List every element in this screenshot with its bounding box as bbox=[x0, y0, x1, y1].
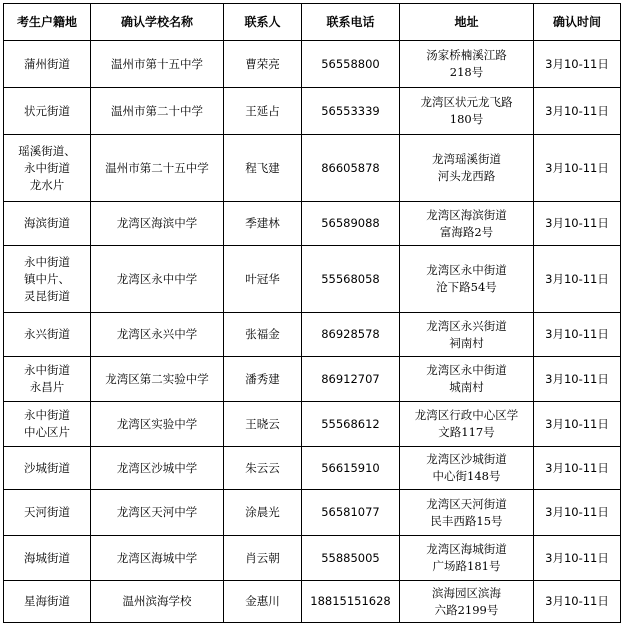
cell-date: 3月10-11日 bbox=[534, 313, 621, 357]
cell-date: 3月10-11日 bbox=[534, 357, 621, 402]
cell-date: 3月10-11日 bbox=[534, 490, 621, 536]
cell-huji: 沙城街道 bbox=[4, 447, 91, 490]
school-contact-table bbox=[3, 3, 621, 623]
cell-address: 龙湾区海城街道 广场路181号 bbox=[400, 536, 534, 581]
table-row bbox=[4, 41, 621, 88]
cell-huji: 永中街道 镇中片、 灵昆街道 bbox=[4, 246, 91, 313]
cell-address: 龙湾区永中街道 城南村 bbox=[400, 357, 534, 402]
cell-school: 温州市第二十中学 bbox=[91, 88, 224, 135]
cell-school: 龙湾区海滨中学 bbox=[91, 202, 224, 246]
header-school: 确认学校名称 bbox=[91, 4, 224, 41]
cell-school: 龙湾区海城中学 bbox=[91, 536, 224, 581]
header-huji: 考生户籍地 bbox=[4, 4, 91, 41]
header-contact: 联系人 bbox=[224, 4, 302, 41]
cell-phone: 86605878 bbox=[302, 135, 400, 202]
cell-phone: 56615910 bbox=[302, 447, 400, 490]
table-row bbox=[4, 313, 621, 357]
cell-date: 3月10-11日 bbox=[534, 402, 621, 447]
cell-address: 汤家桥楠溪江路 218号 bbox=[400, 41, 534, 88]
cell-address: 龙湾区海滨街道 富海路2号 bbox=[400, 202, 534, 246]
cell-date: 3月10-11日 bbox=[534, 581, 621, 623]
table-row bbox=[4, 88, 621, 135]
cell-phone: 55568612 bbox=[302, 402, 400, 447]
table-row bbox=[4, 246, 621, 313]
cell-phone: 56581077 bbox=[302, 490, 400, 536]
cell-huji: 星海街道 bbox=[4, 581, 91, 623]
cell-address: 滨海园区滨海 六路2199号 bbox=[400, 581, 534, 623]
cell-contact: 王晓云 bbox=[224, 402, 302, 447]
table-row bbox=[4, 357, 621, 402]
cell-school: 龙湾区第二实验中学 bbox=[91, 357, 224, 402]
cell-address: 龙湾区永兴街道 祠南村 bbox=[400, 313, 534, 357]
table-row bbox=[4, 135, 621, 202]
cell-school: 温州市第二十五中学 bbox=[91, 135, 224, 202]
cell-school: 龙湾区永中中学 bbox=[91, 246, 224, 313]
cell-contact: 季建林 bbox=[224, 202, 302, 246]
cell-contact: 朱云云 bbox=[224, 447, 302, 490]
cell-school: 龙湾区永兴中学 bbox=[91, 313, 224, 357]
cell-huji: 永兴街道 bbox=[4, 313, 91, 357]
header-address: 地址 bbox=[400, 4, 534, 41]
cell-date: 3月10-11日 bbox=[534, 447, 621, 490]
cell-phone: 55885005 bbox=[302, 536, 400, 581]
cell-school: 龙湾区天河中学 bbox=[91, 490, 224, 536]
table-row bbox=[4, 490, 621, 536]
contact-table-wrapper bbox=[3, 3, 621, 623]
cell-address: 龙湾区永中街道 沧下路54号 bbox=[400, 246, 534, 313]
table-row bbox=[4, 581, 621, 623]
cell-huji: 天河街道 bbox=[4, 490, 91, 536]
cell-address: 龙湾区状元龙飞路 180号 bbox=[400, 88, 534, 135]
cell-huji: 状元街道 bbox=[4, 88, 91, 135]
cell-date: 3月10-11日 bbox=[534, 246, 621, 313]
cell-phone: 56558800 bbox=[302, 41, 400, 88]
cell-contact: 肖云朝 bbox=[224, 536, 302, 581]
cell-contact: 曹荣亮 bbox=[224, 41, 302, 88]
table-row bbox=[4, 536, 621, 581]
cell-huji: 海城街道 bbox=[4, 536, 91, 581]
cell-huji: 永中街道 中心区片 bbox=[4, 402, 91, 447]
cell-contact: 潘秀建 bbox=[224, 357, 302, 402]
cell-date: 3月10-11日 bbox=[534, 536, 621, 581]
table-row bbox=[4, 402, 621, 447]
header-date: 确认时间 bbox=[534, 4, 621, 41]
cell-phone: 86912707 bbox=[302, 357, 400, 402]
cell-huji: 瑶溪街道、 永中街道 龙水片 bbox=[4, 135, 91, 202]
cell-date: 3月10-11日 bbox=[534, 41, 621, 88]
cell-address: 龙湾区行政中心区学 文路117号 bbox=[400, 402, 534, 447]
cell-date: 3月10-11日 bbox=[534, 202, 621, 246]
cell-huji: 永中街道 永昌片 bbox=[4, 357, 91, 402]
cell-phone: 56589088 bbox=[302, 202, 400, 246]
table-header-row bbox=[4, 4, 621, 41]
cell-contact: 王延占 bbox=[224, 88, 302, 135]
cell-address: 龙湾区沙城街道 中心街148号 bbox=[400, 447, 534, 490]
cell-school: 龙湾区实验中学 bbox=[91, 402, 224, 447]
cell-contact: 张福金 bbox=[224, 313, 302, 357]
cell-date: 3月10-11日 bbox=[534, 88, 621, 135]
cell-school: 温州滨海学校 bbox=[91, 581, 224, 623]
cell-school: 龙湾区沙城中学 bbox=[91, 447, 224, 490]
cell-huji: 蒲州街道 bbox=[4, 41, 91, 88]
cell-contact: 金惠川 bbox=[224, 581, 302, 623]
cell-date: 3月10-11日 bbox=[534, 135, 621, 202]
cell-phone: 55568058 bbox=[302, 246, 400, 313]
cell-contact: 叶冠华 bbox=[224, 246, 302, 313]
cell-contact: 程飞建 bbox=[224, 135, 302, 202]
cell-address: 龙湾瑶溪街道 河头龙西路 bbox=[400, 135, 534, 202]
cell-phone: 86928578 bbox=[302, 313, 400, 357]
cell-school: 温州市第十五中学 bbox=[91, 41, 224, 88]
cell-contact: 涂晨光 bbox=[224, 490, 302, 536]
header-phone: 联系电话 bbox=[302, 4, 400, 41]
table-row bbox=[4, 447, 621, 490]
table-row bbox=[4, 202, 621, 246]
cell-address: 龙湾区天河街道 民丰西路15号 bbox=[400, 490, 534, 536]
cell-huji: 海滨街道 bbox=[4, 202, 91, 246]
cell-phone: 56553339 bbox=[302, 88, 400, 135]
cell-phone: 18815151628 bbox=[302, 581, 400, 623]
